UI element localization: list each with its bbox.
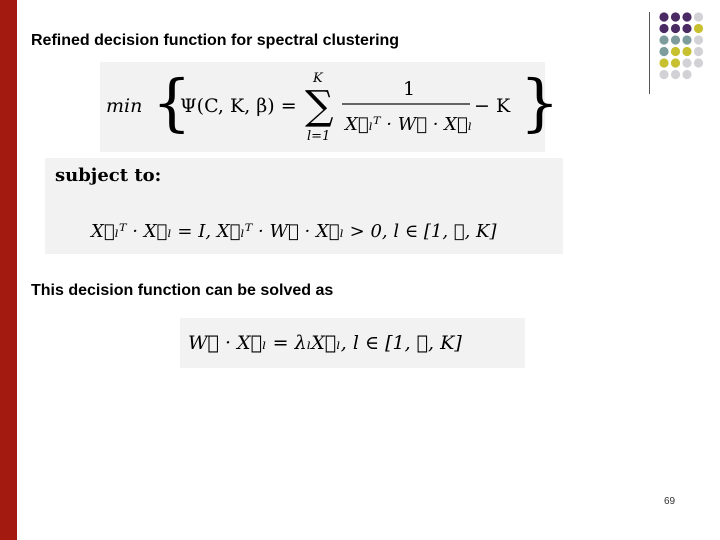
decorative-dot (671, 35, 680, 44)
decorative-dot (682, 24, 691, 33)
objective-equation (100, 62, 560, 152)
page-number: 69 (664, 496, 676, 507)
solved-caption: This decision function can be solved as (31, 282, 334, 299)
decorative-dot (671, 58, 680, 67)
decorative-dot (659, 47, 668, 56)
constraint-block (45, 158, 563, 254)
decorative-dot (694, 58, 703, 67)
constraint-equation: X⃗ₗᵀ · X⃗ₗ = I, X⃗ₗᵀ · W⃗ · X⃗ₗ > 0, l ∈ [1, ⋯, K] (91, 221, 497, 242)
decorative-dot (659, 35, 668, 44)
sum-lower-limit: l=1 (307, 129, 331, 144)
decorative-dot (682, 70, 691, 79)
decorative-dot (694, 24, 703, 33)
sum-upper-limit: K (313, 71, 323, 86)
decorative-dot (659, 24, 668, 33)
decorative-dot (682, 35, 691, 44)
decorative-dot (659, 70, 668, 79)
decorative-dot (682, 58, 691, 67)
solution-equation (180, 318, 525, 368)
slide-title: Refined decision function for spectral clustering (31, 32, 400, 49)
summation-sign: ∑ (305, 83, 334, 129)
decorative-dot (694, 12, 703, 21)
eigen-equation: W⃗ · X⃗ₗ = λₗX⃗ₗ, l ∈ [1, ⋯, K] (188, 332, 462, 354)
decorative-dot (659, 58, 668, 67)
min-operator: min (106, 95, 143, 117)
decorative-dot (671, 47, 680, 56)
left-brace: { (152, 66, 192, 139)
fraction-denominator: X⃗ₗᵀ · W⃗ · X⃗ₗ (345, 114, 473, 135)
minus-k: − K (474, 95, 511, 117)
decorative-dot (671, 12, 680, 21)
decorative-dot (694, 47, 703, 56)
decorative-dot (694, 35, 703, 44)
decorative-dot (682, 12, 691, 21)
decorative-divider (649, 12, 650, 94)
decorative-dot (671, 70, 680, 79)
decorative-dot (682, 47, 691, 56)
fraction-numerator: 1 (403, 78, 416, 100)
subject-to-label: subject to: (55, 165, 162, 186)
decorative-dot (671, 24, 680, 33)
decorative-dot (659, 12, 668, 21)
psi-lhs: Ψ(C, K, β) = (180, 95, 297, 117)
right-brace: } (520, 66, 560, 139)
